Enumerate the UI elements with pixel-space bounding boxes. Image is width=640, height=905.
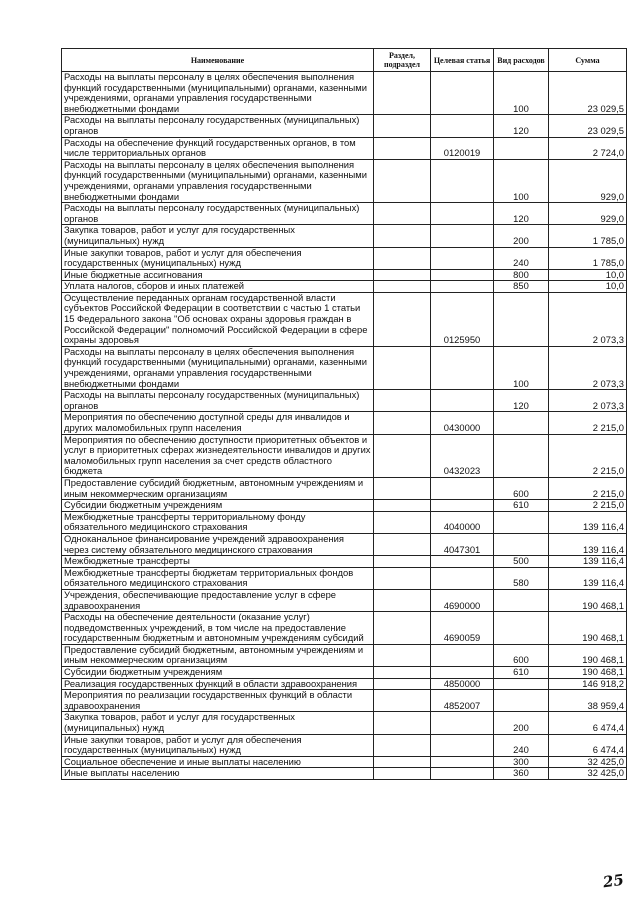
- cell-section: [374, 269, 431, 281]
- cell-section: [374, 589, 431, 611]
- cell-kind: 610: [494, 500, 549, 512]
- table-row: [62, 292, 627, 346]
- cell-name: Одноканальное финансирование учреждений здравоохранения через систему обязательного медицинского страхования: [62, 533, 374, 555]
- table-row: [62, 712, 627, 734]
- cell-target: [431, 556, 494, 568]
- cell-section: [374, 500, 431, 512]
- cell-sum: 190 468,1: [549, 612, 627, 645]
- cell-section: [374, 690, 431, 712]
- cell-name: Мероприятия по обеспечению доступности приоритетных объектов и услуг в приоритетных сферах жизнедеятельности инвалидов и других маломобильных групп населения за счет средств областного бюджета: [62, 434, 374, 477]
- cell-section: [374, 72, 431, 115]
- cell-name: Расходы на обеспечение функций государственных органов, в том числе территориальных органов: [62, 137, 374, 159]
- table-row: [62, 412, 627, 434]
- cell-name: Расходы на выплаты персоналу в целях обеспечения выполнения функций государственными (муниципальными) органами, казенными учреждениями, органами управления государственными внебюджетными фондами: [62, 72, 374, 115]
- table-row: [62, 533, 627, 555]
- cell-target: 4852007: [431, 690, 494, 712]
- cell-name: Осуществление переданных органам государственной власти субъектов Российской Федерации в соответствии с частью 1 статьи 15 Федерального закона "Об основах охраны здоровья граждан в Российской Федерации" полномочий Российской Федерации в сфере охраны здоровья: [62, 292, 374, 346]
- cell-sum: 23 029,5: [549, 72, 627, 115]
- cell-sum: 190 468,1: [549, 667, 627, 679]
- cell-name: Иные закупки товаров, работ и услуг для обеспечения государственных (муниципальных) нужд: [62, 247, 374, 269]
- cell-target: 0430000: [431, 412, 494, 434]
- cell-sum: 1 785,0: [549, 225, 627, 247]
- cell-sum: 1 785,0: [549, 247, 627, 269]
- table-row: [62, 72, 627, 115]
- table-row: [62, 281, 627, 293]
- table-header-row: [62, 49, 627, 72]
- cell-target: 4690059: [431, 612, 494, 645]
- table-row: [62, 511, 627, 533]
- cell-target: [431, 72, 494, 115]
- cell-name: Предоставление субсидий бюджетным, автономным учреждениям и иным некоммерческим организациям: [62, 644, 374, 666]
- cell-sum: 2 724,0: [549, 137, 627, 159]
- table-row: [62, 203, 627, 225]
- cell-target: [431, 712, 494, 734]
- table-row: [62, 567, 627, 589]
- cell-kind: [494, 292, 549, 346]
- cell-kind: 300: [494, 756, 549, 768]
- cell-name: Расходы на выплаты персоналу в целях обеспечения выполнения функций государственными (муниципальными) органами, казенными учреждениями, органами управления государственными внебюджетными фондами: [62, 159, 374, 202]
- cell-section: [374, 644, 431, 666]
- cell-target: [431, 500, 494, 512]
- table-row: [62, 667, 627, 679]
- cell-target: [431, 768, 494, 780]
- cell-section: [374, 346, 431, 389]
- cell-target: [431, 477, 494, 499]
- cell-target: [431, 390, 494, 412]
- cell-target: [431, 346, 494, 389]
- cell-name: Расходы на выплаты персоналу государственных (муниципальных) органов: [62, 203, 374, 225]
- cell-sum: 6 474,4: [549, 734, 627, 756]
- cell-sum: 190 468,1: [549, 644, 627, 666]
- table-row: [62, 690, 627, 712]
- cell-name: Межбюджетные трансферты: [62, 556, 374, 568]
- cell-kind: [494, 678, 549, 690]
- cell-name: Иные выплаты населению: [62, 768, 374, 780]
- cell-sum: 190 468,1: [549, 589, 627, 611]
- cell-target: 0432023: [431, 434, 494, 477]
- cell-target: [431, 567, 494, 589]
- cell-sum: 929,0: [549, 203, 627, 225]
- cell-name: Субсидии бюджетным учреждениям: [62, 667, 374, 679]
- cell-target: 4690000: [431, 589, 494, 611]
- cell-section: [374, 756, 431, 768]
- cell-target: 4047301: [431, 533, 494, 555]
- cell-sum: 10,0: [549, 269, 627, 281]
- cell-section: [374, 678, 431, 690]
- cell-kind: [494, 589, 549, 611]
- cell-kind: 600: [494, 644, 549, 666]
- cell-kind: [494, 533, 549, 555]
- table-row: [62, 500, 627, 512]
- cell-section: [374, 712, 431, 734]
- cell-target: 0125950: [431, 292, 494, 346]
- cell-section: [374, 434, 431, 477]
- cell-target: [431, 225, 494, 247]
- cell-section: [374, 477, 431, 499]
- cell-section: [374, 137, 431, 159]
- cell-name: Субсидии бюджетным учреждениям: [62, 500, 374, 512]
- cell-section: [374, 203, 431, 225]
- cell-kind: 100: [494, 72, 549, 115]
- cell-name: Межбюджетные трансферты бюджетам территориальных фондов обязательного медицинского страхования: [62, 567, 374, 589]
- cell-target: [431, 203, 494, 225]
- cell-target: [431, 115, 494, 137]
- cell-sum: 929,0: [549, 159, 627, 202]
- cell-target: [431, 667, 494, 679]
- cell-target: [431, 281, 494, 293]
- cell-section: [374, 511, 431, 533]
- cell-target: [431, 756, 494, 768]
- cell-section: [374, 556, 431, 568]
- cell-sum: 10,0: [549, 281, 627, 293]
- cell-name: Социальное обеспечение и иные выплаты населению: [62, 756, 374, 768]
- table-row: [62, 644, 627, 666]
- header-target: Целевая статья: [431, 49, 494, 72]
- cell-kind: 120: [494, 390, 549, 412]
- table-row: [62, 159, 627, 202]
- cell-section: [374, 768, 431, 780]
- cell-target: 4040000: [431, 511, 494, 533]
- cell-name: Расходы на обеспечение деятельности (оказание услуг) подведомственных учреждений, в том числе на предоставление государственным бюджетным и автономным учреждениям субсидий: [62, 612, 374, 645]
- table-row: [62, 556, 627, 568]
- cell-sum: 2 215,0: [549, 412, 627, 434]
- cell-sum: 2 215,0: [549, 500, 627, 512]
- header-sum: Сумма: [549, 49, 627, 72]
- table-row: [62, 612, 627, 645]
- cell-name: Расходы на выплаты персоналу в целях обеспечения выполнения функций государственными (муниципальными) органами, казенными учреждениями, органами управления государственными внебюджетными фондами: [62, 346, 374, 389]
- cell-kind: [494, 137, 549, 159]
- cell-sum: 6 474,4: [549, 712, 627, 734]
- cell-section: [374, 115, 431, 137]
- cell-section: [374, 412, 431, 434]
- cell-sum: 139 116,4: [549, 556, 627, 568]
- cell-kind: [494, 612, 549, 645]
- cell-sum: 2 073,3: [549, 346, 627, 389]
- cell-kind: 100: [494, 159, 549, 202]
- cell-name: Закупка товаров, работ и услуг для государственных (муниципальных) нужд: [62, 225, 374, 247]
- cell-kind: 120: [494, 203, 549, 225]
- table-row: [62, 115, 627, 137]
- cell-sum: 2 073,3: [549, 292, 627, 346]
- cell-kind: 120: [494, 115, 549, 137]
- table-row: [62, 434, 627, 477]
- cell-name: Учреждения, обеспечивающие предоставление услуг в сфере здравоохранения: [62, 589, 374, 611]
- cell-section: [374, 390, 431, 412]
- cell-kind: [494, 511, 549, 533]
- table-row: [62, 768, 627, 780]
- cell-kind: 200: [494, 225, 549, 247]
- cell-section: [374, 281, 431, 293]
- cell-target: [431, 159, 494, 202]
- page-number: 25: [601, 870, 626, 892]
- cell-sum: 139 116,4: [549, 511, 627, 533]
- cell-kind: [494, 434, 549, 477]
- cell-kind: 610: [494, 667, 549, 679]
- cell-target: [431, 247, 494, 269]
- cell-kind: 360: [494, 768, 549, 780]
- cell-name: Мероприятия по обеспечению доступной среды для инвалидов и других маломобильных групп населения: [62, 412, 374, 434]
- table-row: [62, 734, 627, 756]
- cell-sum: 32 425,0: [549, 768, 627, 780]
- table-row: [62, 247, 627, 269]
- cell-section: [374, 567, 431, 589]
- cell-name: Расходы на выплаты персоналу государственных (муниципальных) органов: [62, 390, 374, 412]
- cell-target: [431, 734, 494, 756]
- cell-sum: 139 116,4: [549, 567, 627, 589]
- header-kind: Вид расходов: [494, 49, 549, 72]
- table-body: [62, 72, 627, 780]
- table-row: [62, 756, 627, 768]
- table-row: [62, 137, 627, 159]
- cell-section: [374, 247, 431, 269]
- table-row: [62, 390, 627, 412]
- cell-sum: 38 959,4: [549, 690, 627, 712]
- cell-name: Реализация государственных функций в области здравоохранения: [62, 678, 374, 690]
- cell-name: Мероприятия по реализации государственных функций в области здравоохранения: [62, 690, 374, 712]
- cell-kind: 850: [494, 281, 549, 293]
- cell-sum: 23 029,5: [549, 115, 627, 137]
- cell-kind: 200: [494, 712, 549, 734]
- table-row: [62, 477, 627, 499]
- table-row: [62, 589, 627, 611]
- cell-section: [374, 734, 431, 756]
- cell-name: Расходы на выплаты персоналу государственных (муниципальных) органов: [62, 115, 374, 137]
- cell-kind: 240: [494, 734, 549, 756]
- table-row: [62, 225, 627, 247]
- cell-kind: 800: [494, 269, 549, 281]
- cell-kind: 100: [494, 346, 549, 389]
- cell-section: [374, 612, 431, 645]
- cell-kind: 240: [494, 247, 549, 269]
- cell-sum: 32 425,0: [549, 756, 627, 768]
- cell-name: Межбюджетные трансферты территориальному фонду обязательного медицинского страхования: [62, 511, 374, 533]
- cell-name: Иные закупки товаров, работ и услуг для обеспечения государственных (муниципальных) нужд: [62, 734, 374, 756]
- cell-section: [374, 533, 431, 555]
- cell-section: [374, 292, 431, 346]
- cell-name: Закупка товаров, работ и услуг для государственных (муниципальных) нужд: [62, 712, 374, 734]
- budget-table: [61, 48, 627, 780]
- cell-kind: 600: [494, 477, 549, 499]
- cell-kind: 580: [494, 567, 549, 589]
- cell-sum: 2 215,0: [549, 477, 627, 499]
- cell-target: 0120019: [431, 137, 494, 159]
- cell-name: Иные бюджетные ассигнования: [62, 269, 374, 281]
- cell-sum: 2 215,0: [549, 434, 627, 477]
- cell-sum: 2 073,3: [549, 390, 627, 412]
- cell-kind: 500: [494, 556, 549, 568]
- cell-section: [374, 225, 431, 247]
- table-row: [62, 678, 627, 690]
- cell-target: [431, 269, 494, 281]
- cell-sum: 146 918,2: [549, 678, 627, 690]
- cell-target: 4850000: [431, 678, 494, 690]
- table-row: [62, 346, 627, 389]
- cell-name: Предоставление субсидий бюджетным, автономным учреждениям и иным некоммерческим организациям: [62, 477, 374, 499]
- table-row: [62, 269, 627, 281]
- cell-sum: 139 116,4: [549, 533, 627, 555]
- header-section: Раздел, подраздел: [374, 49, 431, 72]
- cell-target: [431, 644, 494, 666]
- cell-kind: [494, 690, 549, 712]
- cell-name: Уплата налогов, сборов и иных платежей: [62, 281, 374, 293]
- header-name: Наименование: [62, 49, 374, 72]
- cell-section: [374, 667, 431, 679]
- cell-section: [374, 159, 431, 202]
- cell-kind: [494, 412, 549, 434]
